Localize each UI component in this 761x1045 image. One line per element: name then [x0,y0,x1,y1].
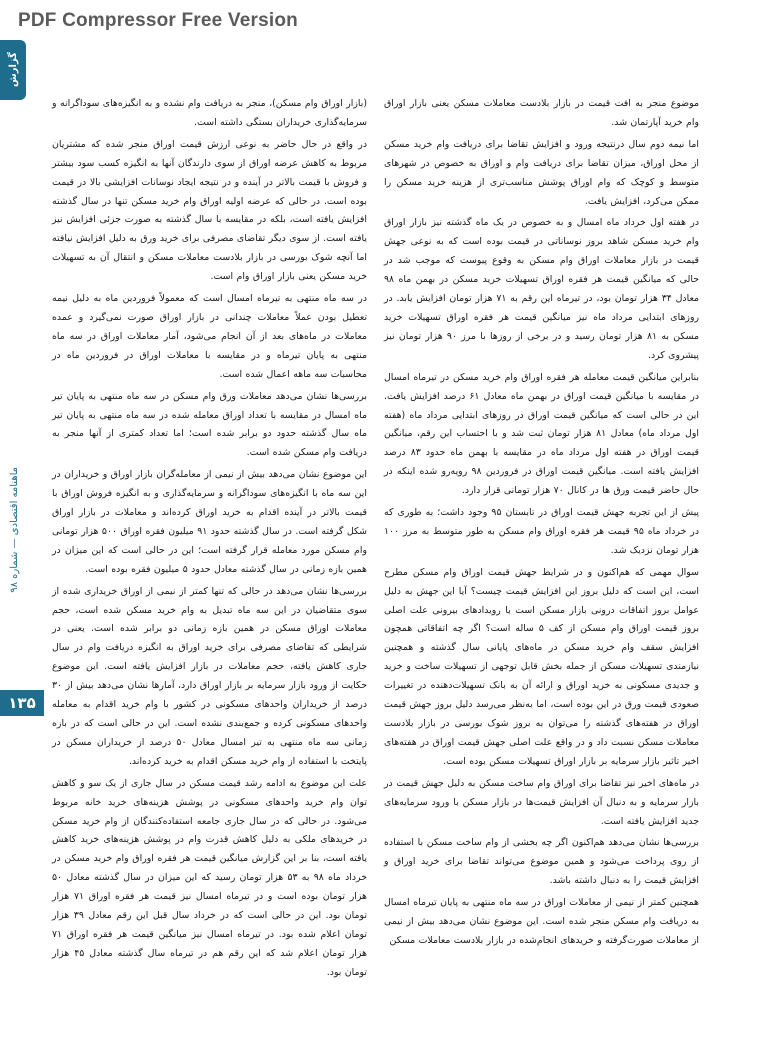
article-paragraph: علت این موضوع به ادامه رشد قیمت مسکن در سال جاری از یک سو و کاهش توان وام خرید واحدهای مسکونی در پوشش هزینه‌های خرید خانه مربوط می‌شود. در حالی که در سال جاری جامعه استفاده‌کنندگان از وام خرید مسکن در خریدهای ملکی به دلیل کاهش قدرت وام در پوشش هزینه‌های خرید کاهش یافته است، بنا بر این گزارش میانگین قیمت هر فقره اوراق وام خرید مسکن در خرداد ماه ۹۸ به ۵۳ هزار تومان رسید که این میزان در سال گذشته معادل ۵۰ هزار تومان بوده است و در تیرماه امسال نیز قیمت هر فقره اوراق ۷۱ هزار تومان بود. این در حالی است که در خرداد سال قبل این رقم معادل ۳۹ هزار تومان اعلام شده بود. در تیرماه امسال نیز میانگین قیمت هر فقره اوراق ۷۱ هزار تومان اعلام شد که این رقم هم در تیرماه سال گذشته معادل ۴۵ هزار تومان بود. [52,777,368,978]
article-paragraph: اما نیمه دوم سال درنتیجه ورود و افزایش تقاضا برای دریافت وام خرید مسکن از محل اوراق، میزان تقاضا برای دریافت وام و اوراق به خصوص در شهرهای متوسط و کوچک که وام اوراق پوشش مناسب‌تری از هزینه خرید مسکن را ممکن می‌کرد، افزایش یافت. [384,138,699,207]
article-paragraph: در ماه‌های اخیر نیز تقاضا برای اوراق وام ساخت مسکن به دلیل جهش قیمت در بازار سرمایه و به دنبال آن افزایش قیمت‌ها در بازار مسکن با ورود سرمایه‌های جدید افزایش یافته است. [384,777,699,827]
page-number-box [0,690,44,716]
article-paragraph: پیش از این تجربه جهش قیمت اوراق در تابستان ۹۵ وجود داشت؛ به طوری که در خرداد ماه ۹۵ قیمت هر فقره اوراق وام مسکن به طور متوسط به مرز ۱۰۰ هزار تومان نزدیک شد. [384,507,700,556]
article-paragraph: بنابراین میانگین قیمت معامله هر فقره اوراق وام خرید مسکن در تیرماه امسال در مقایسه با میانگین قیمت اوراق در بهمن ماه معادل ۶۱ درصد افزایش یافت. این در حالی است که میانگین قیمت اوراق در روزهای ابتدایی مرداد ماه (هفته اول مرداد ماه) معادل ۸۱ هزار تومان ثبت شد و با احتساب این رقم، میانگین قیمت اوراق در هفته اول مرداد ماه در مقایسه با بهمن ماه حدود ۸۳ درصد افزایش یافته است. میانگین قیمت اوراق در فروردین ۹۸ رویه‌رو شده اینکه در حال حاضر قیمت ورق ها در کانال ۷۰ هزار تومانی قرار دارد. [384,371,700,497]
article-paragraph: موضوع منجر به افت قیمت در بازار بلادست معاملات مسکن یعنی بازار اوراق وام خرید آپارتمان شد. [384,98,699,128]
page-number: ۱۳۵ [8,694,36,712]
article-paragraph: در واقع در حال حاضر به نوعی ارزش قیمت اوراق منجر شده که مشتریان مربوط به کاهش عرضه اوراق از سوی دارندگان آنها به انگیزه کسب سود بیشتر و فروش با قیمت بالاتر در آینده و در نتیجه ایجاد نوسانات افزایشی بالا در قیمت بوده است. در حالی که عرضه اولیه اوراق وام خرید مسکن تنها در سال گذشته افزایش یافته است، بلکه در مقایسه با سال گذشته به صورت جزئی افزایش نیز یافته است. از سوی دیگر تقاضای مصرفی برای خرید ورق به دلیل افزایش نیافته اما آنچه شوک بورسی در بازار بلادست معاملات مسکن و انتقال آن به تسهیلات خرید مسکن یعنی بازار اوراق وام است. [52,138,367,283]
article-paragraph: بررسی‌ها نشان می‌دهد معاملات ورق وام مسکن در سه ماه منتهی به پایان تیر ماه امسال در مقایسه با تعداد اوراق معامله شده در سه ماه منتهی به پایان تیر ماه سال گذشته حدود دو برابر شده است؛ اما تعداد کمتری از آنها منجر به دریافت وام مسکن شده است. [52,390,367,459]
article-paragraph: این موضوع نشان می‌دهد بیش از نیمی از معامله‌گران بازار اوراق و خریداران در این سه ماه با انگیزه‌های سوداگرانه و سرمایه‌گذاری و به انگیزه فروش اوراق با قیمت بالاتر در آینده اقدام به خرید اوراق کرده‌اند و معاملات در بازار اوراق شکل گرفته است. در سال گذشته حدود ۹۱ میلیون فقره اوراق ۵۰۰ هزار تومانی وام مسکن مورد معامله قرار گرفته است؛ این در حالی است که این میزان در همین بازه زمانی در سال گذشته معادل حدود ۵ میلیون فقره بوده است. [52,469,367,575]
section-tab-label: گزارش [7,52,19,88]
pdf-compressor-watermark: PDF Compressor Free Version [18,10,298,31]
article-column-right [384,95,699,951]
article-paragraph: سوال مهمی که هم‌اکنون و در شرایط جهش قیمت اوراق وام مسکن مطرح است، این است که دلیل بروز این افزایش قیمت چیست؟ آیا این جهش به دلیل عوامل بروز اتفاقات درونی بازار مسکن است یا رویدادهای بیرونی علت اصلی بروز قیمت اوراق وام مسکن از کف ۵ ساله است؟ اگر چه اتفاقاتی همچون افزایش سقف وام خرید مسکن در ماه‌های پایانی سال گذشته و همچنین نیازمندی تسهیلات مسکن از جمله بخش قابل توجهی از تسهیلات ساخت و خرید و جدیدی مسکونی به خرید اوراق و ارائه آن به بانک تسهیلات‌دهنده در تغییرات صعودی قیمت ورق در این بوده است، اما به‌نظر می‌رسد دلیل بروز جهش قیمت اوراق در هفته‌های گذشته را می‌توان به بروز شوک بورسی در بازار بلادست معاملات مسکن نسبت داد و در واقع علت اصلی جهش قیمت اوراق در هفته‌های اخیر تاثیر بازار سرمایه بر بازار اوراق تسهیلات مسکن بوده است. [384,566,700,767]
section-tab [0,40,26,100]
article-paragraph: بررسی‌ها نشان می‌دهد هم‌اکنون اگر چه بخشی از وام ساخت مسکن با استفاده از روی پرداخت می‌شود و همین موضوع می‌تواند تقاضا برای خرید اوراق و افزایش قیمت را به دنبال داشته باشد. [384,837,699,887]
article-paragraph: (بازار اوراق وام مسکن)، منجر به دریافت وام نشده و به انگیزه‌های سوداگرانه و سرمایه‌گذاری خریداران بستگی داشته است. [52,98,367,128]
article-paragraph: بررسی‌ها نشان می‌دهد در حالی که تنها کمتر از نیمی از اوراق خریداری شده از سوی متقاضیان در این سه ماه تبدیل به وام خرید مسکن شده است، حجم معاملات اوراق مسکن در همین بازه زمانی دو برابر شده است. یعنی در شرایطی که تقاضای مصرفی برای خرید اوراق به انگیزه دریافت وام در سال جاری کاهش یافته، حجم معاملات در بازار افزایش یافته است. این موضوع حکایت از ورود بازار سرمایه بر بازار اوراق دارد، آمارها نشان می‌دهد بیش از ۳۰ درصد از خریداران واحدهای مسکونی در کشور با وام خرید اقدام به معامله واحدهای مسکونی کرده و جمع‌بندی نشده است. این در حالی است که در بازه زمانی سه ماه منتهی به تیر امسال معادل ۵۰ درصد از خریداران مسکن در پایتخت با استفاده از وام خرید مسکن اقدام به خرید کرده‌اند. [52,585,367,767]
article-paragraph: همچنین کمتر از نیمی از معاملات اوراق در سه ماه منتهی به پایان تیرماه امسال به دریافت وام مسکن منجر شده است. این موضوع نشان می‌دهد بیش از نیمی از معاملات صورت‌گرفته و خریدهای انجام‌شده در بازار بلادست معاملات مسکن [384,897,699,946]
article-paragraph: در هفته اول خرداد ماه امسال و به خصوص در یک ماه گذشته نیز بازار اوراق وام خرید مسکن شاهد بروز نوساناتی در قیمت بوده است که به نوعی جهش قیمت در بازار معاملات اوراق وام مسکن به وقوع پیوست که موجب شد در حالی که میانگین قیمت هر فقره اوراق تسهیلات خرید مسکن در بهمن ماه ۹۸ معادل ۳۴ هزار تومان بود، در تیرماه این رقم به ۷۱ هزار تومان افزایش یابد. در روزهای ابتدایی مرداد ماه نیز میانگین قیمت هر فقره اوراق تسهیلات خرید مسکن به ۸۱ هزار تومان رسید و در برخی از روزها با مرز ۹۰ هزار تومان نیز پیشروی کرد. [384,217,699,361]
article-column-left [52,95,367,983]
journal-side-label [4,420,24,640]
article-paragraph: در سه ماه منتهی به تیرماه امسال است که معمولاً فروردین ماه به دلیل نیمه تعطیل بودن عملاً معاملات چندانی در بازار اوراق صورت نمی‌گیرد و عمده معاملات در ماه‌های بعد از آن انجام می‌شود، آمار معاملات اوراق در سه ماه منتهی به پایان تیرماه و در مقایسه با معاملات اوراق در فروردین ماه در محاسبات سه ماهه اعمال شده است. [52,293,367,380]
journal-name: ماهنامه اقتصادی — شماره ۹۸ [8,467,20,593]
